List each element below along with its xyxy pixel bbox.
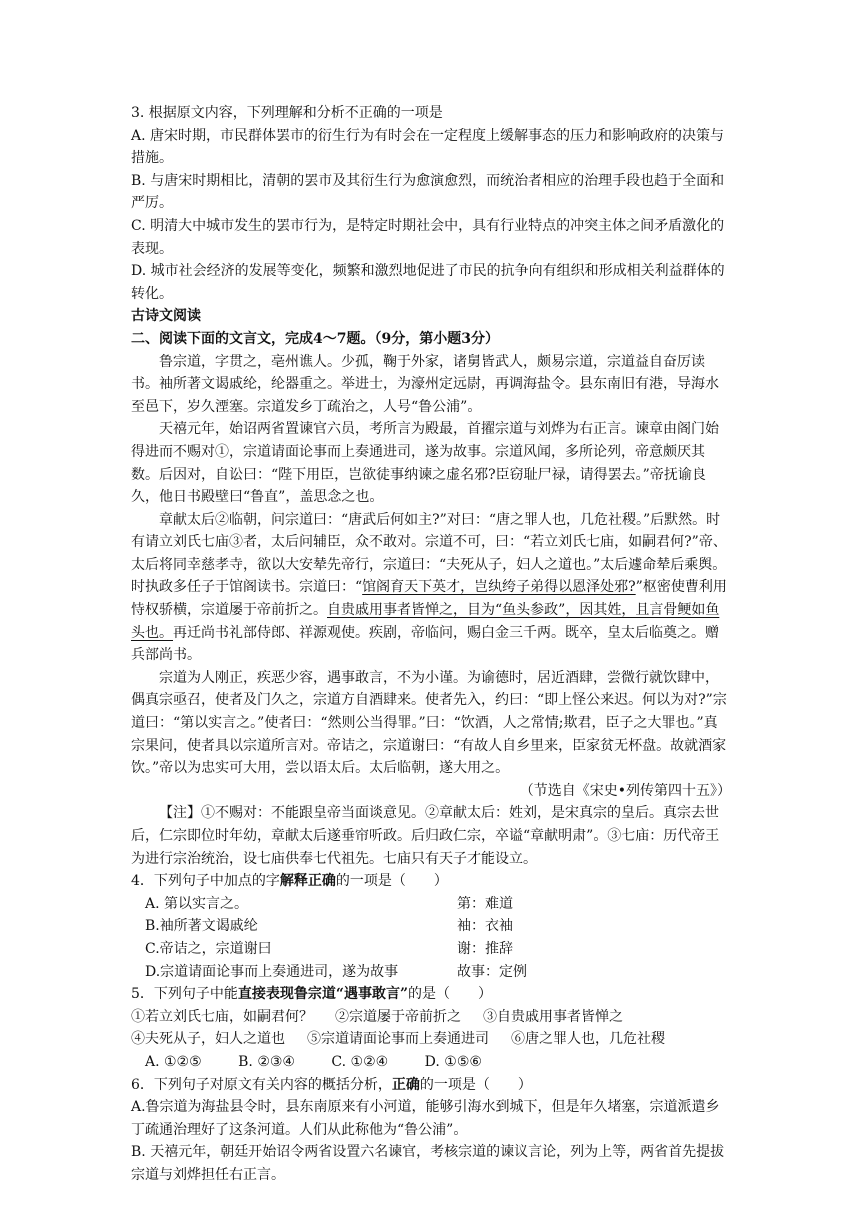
q5-choice-c: C. ①②④: [331, 1053, 389, 1070]
passage-paragraph-4: 宗道为人刚正，疾恶少容，遇事敢言，不为小谨。为谕德时，居近酒肆，尝微行就饮肆中，偶真宗亟召，使者及门久之，宗道方自酒肆来。使者先入，约曰：“即上怪公来迟。何以为对?”宗道曰：“第以实言之。”使者曰：“然则公当得罪。”曰：“饮酒，人之常情;欺君，臣子之大罪也。”真宗果问，使者具以宗道所言对。帝诘之，宗道谢曰：“有故人自乡里来，臣家贫无杯盘。故就酒家饮。”帝以为忠实可大用，尝以语太后。太后临朝，遂大用之。: [131, 669, 727, 777]
q5-item-4: ④夫死从子，妇人之道也: [131, 1031, 285, 1048]
passage-paragraph-1: 鲁宗道，字贯之，亳州谯人。少孤，鞠于外家，诸舅皆武人，颇易宗道，宗道益自奋厉读书。袖所著文谒戚纶，纶器重之。举进士，为濠州定远尉，再调海盐令。县东南旧有港，导海水至邑下，岁久湮塞。宗道发乡丁疏治之，人号“鲁公浦”。: [131, 353, 719, 415]
section-title: 古诗文阅读: [131, 308, 201, 325]
q4-stem-post: 的一项是（ ）: [335, 873, 448, 890]
q5-item-6: ⑥唐之罪人也，几危社稷: [511, 1031, 665, 1048]
passage-paragraph-2: 天禧元年，始诏两省置谏官六员，考所言为殿最，首擢宗道与刘烨为右正言。谏章由阁门始得进而不赐对①，宗道请面论事而上奏通进司，遂为故事。宗道风闻，多所论列，帝意颇厌其数。后因对，自讼曰：“陛下用臣，岂欲徒事纳谏之虚名邪?臣窃耻尸禄，请得罢去。”帝抚谕良久，他日书殿壁曰“鲁直”，盖思念之也。: [131, 421, 719, 506]
q6-stem: [131, 1074, 731, 1097]
q5-item-1: ①若立刘氏七庙，如嗣君何？: [131, 1008, 313, 1025]
q5-stem-post: 的是（ ）: [408, 986, 493, 1003]
q6-option-b: B. 天禧元年，朝廷开始诏令两省设置六名谏官，考核宗道的谏议言论，列为上等，两省首先提拔宗道与刘烨担任右正言。: [131, 1144, 725, 1183]
q6-stem-post: 的一项是（ ）: [419, 1076, 532, 1093]
exam-page: [131, 102, 731, 1187]
q3-option-b: B. 与唐宋时期相比，清朝的罢市及其衍生行为愈演愈烈，而统治者相应的治理手段也趋于全面和严厉。: [131, 172, 725, 212]
q5-item-3: ③自贵戚用事者皆惮之: [483, 1008, 623, 1025]
q4-stem: [131, 870, 731, 893]
passage-p3-part-a: 章献太后②临朝，问宗道曰：“唐武后何如主?”对曰：“唐之罪人也，几危社稷。”后默然。时有请立刘氏七庙③者，太后问辅臣，众不敢对。宗道不可，曰：“若立刘氏七庙，如嗣君何?”帝、太后将同幸慈孝寺，欲以大安辇先帝行，宗道曰：“夫死从子，妇人之道也。”太后遽命辇后乘舆。时执政多任子于馆阁读书。宗道曰：“: [131, 511, 727, 596]
q4-option-a-text: A. 第以实言之。: [145, 895, 249, 912]
q3-option-d: D. 城市社会经济的发展等变化，频繁和激烈地促进了市民的抗争向有组织和形成相关利益群体的转化。: [131, 263, 725, 302]
q5-item-5: ⑤宗道请面论事而上奏通进司: [307, 1031, 489, 1048]
q5-choice-b: B. ②③④: [238, 1053, 295, 1070]
passage-p3-part-b: ”枢密使曹利用恃权骄横，宗道屡于帝前折之。: [131, 579, 727, 619]
q5-item-2: ②宗道屡于帝前折之: [335, 1008, 461, 1025]
q5-choice-a: A. ①②⑤: [145, 1053, 202, 1070]
q5-choice-d: D. ①⑤⑥: [424, 1053, 482, 1070]
q5-items-line-2: [131, 1028, 731, 1051]
passage-p3-part-c: 再迁尚书礼部侍郎、祥源观使。疾剧，帝临问，赐白金三千两。既卒，皇太后临奠之。赠兵部尚书。: [131, 624, 719, 664]
q4-option-b-gloss: 袖：衣袖: [457, 918, 513, 935]
underlined-sentence-2: 自贵戚用事者皆惮之，目为“鱼头参政”，因其姓，且言骨鲠如鱼头也。: [131, 602, 720, 641]
passage-source: （节选自《宋史•列传第四十五》）: [519, 782, 731, 799]
passage-note: 【注】①不赐对：不能跟皇帝当面谈意见。②章献太后：姓刘，是宋真宗的皇后。真宗去世后，仁宗即位时年幼，章献太后遂垂帘听政。后归政仁宗，卒谥“章献明肃”。③七庙：历代帝王为进行宗治统治，设七庙供奉七代祖先。七庙只有天子才能设立。: [131, 805, 720, 867]
q4-stem-pre: 4．下列句子中加点的字: [131, 873, 280, 890]
q6-stem-pre: 6．下列句子对原文有关内容的概括分析，: [131, 1076, 392, 1093]
q4-option-b: [131, 915, 731, 938]
section-subtitle: 二、阅读下面的文言文，完成4～7题。（9分，第小题3分）: [131, 330, 499, 347]
q4-option-a: [131, 893, 731, 916]
q4-option-d-text: D.宗道请面论事而上奏通进司，遂为故事: [145, 963, 399, 980]
q4-stem-bold: 解释正确: [279, 873, 336, 890]
q4-option-a-gloss: 第：难道: [457, 895, 513, 912]
q3-option-c: C. 明清大中城市发生的罢市行为，是特定时期社会中，具有行业特点的冲突主体之间矛盾激化的表现。: [131, 217, 725, 257]
q5-choices: [131, 1051, 731, 1074]
q5-stem: [131, 983, 731, 1006]
q5-stem-pre: 5．下列句子中能: [131, 986, 238, 1003]
q3-stem: 3. 根据原文内容，下列理解和分析不正确的一项是: [131, 105, 443, 121]
q4-option-c-gloss: 谢：推辞: [457, 940, 513, 957]
q4-option-d: [131, 961, 731, 984]
q6-stem-bold: 正确: [391, 1076, 420, 1093]
underlined-sentence-1: 馆阁育天下英才，岂纨绔子弟得以恩泽处邪?: [362, 579, 636, 596]
q6-option-a: A.鲁宗道为海盐县令时，县东南原来有小河道，能够引海水到城下，但是年久堵塞，宗道派遣乡丁疏通治理好了这条河道。人们从此称他为“鲁公浦”。: [131, 1099, 720, 1138]
passage-paragraph-3: [131, 509, 731, 667]
q4-option-c: [131, 938, 731, 961]
q5-items-line-1: [131, 1006, 731, 1029]
q4-option-d-gloss: 故事：定例: [457, 963, 527, 980]
q4-option-c-text: C.帝诘之，宗道谢曰: [145, 940, 272, 957]
q3-option-a: A. 唐宋时期，市民群体罢市的衍生行为有时会在一定程度上缓解事态的压力和影响政府的决策与措施。: [131, 127, 725, 167]
q5-stem-bold: 直接表现鲁宗道“遇事敢言”: [237, 986, 409, 1003]
q4-option-b-text: B.袖所著文谒戚纶: [145, 918, 258, 935]
